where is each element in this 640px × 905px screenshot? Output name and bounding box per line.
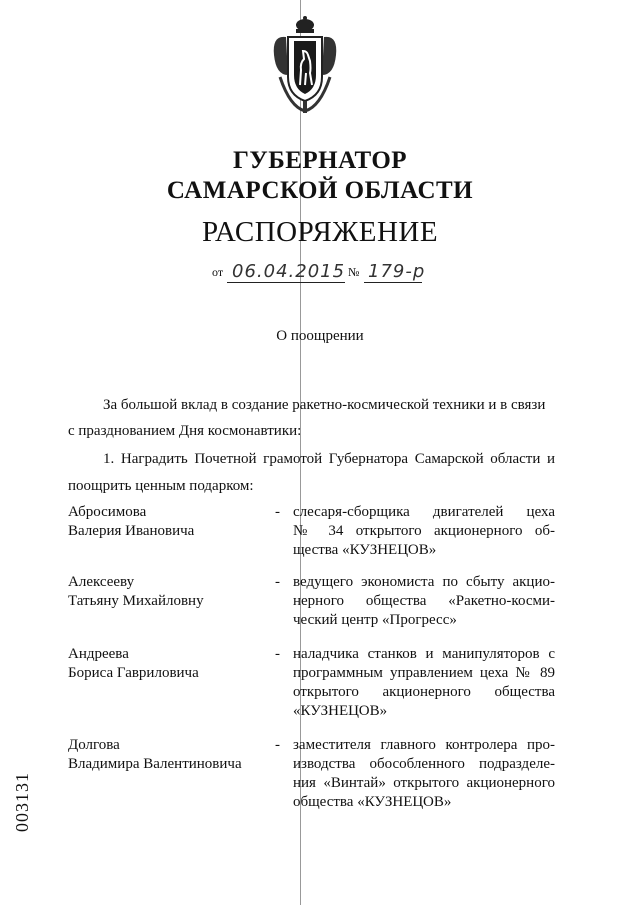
position-line: общества «КУЗНЕЦОВ» bbox=[293, 794, 452, 810]
entry-dash: - bbox=[275, 646, 280, 662]
coat-of-arms-emblem bbox=[270, 15, 340, 115]
date-number-line bbox=[212, 258, 472, 284]
clause1-line1: 1. Наградить Почетной грамотой Губернатора Самарской области и bbox=[103, 451, 555, 467]
awardee-name bbox=[68, 736, 242, 774]
date-underline bbox=[227, 282, 345, 283]
awardee-position bbox=[293, 736, 555, 812]
position-line: нерного общества «Ракетно-косми- bbox=[293, 593, 555, 609]
side-registration-code: 003131 bbox=[12, 772, 32, 832]
awardee-surname: Андреева bbox=[68, 646, 129, 662]
number-prefix: № bbox=[348, 265, 360, 279]
number-underline bbox=[364, 282, 422, 283]
document-subject: О поощрении bbox=[276, 328, 364, 344]
issuer-title-line2: САМАРСКОЙ ОБЛАСТИ bbox=[166, 177, 474, 204]
position-line: № 34 открытого акционерного об- bbox=[293, 523, 555, 539]
position-line: слесаря-сборщика двигателей цеха bbox=[293, 504, 555, 520]
awardee-name bbox=[68, 503, 194, 541]
awardee-position bbox=[293, 645, 555, 721]
awardee-name bbox=[68, 573, 204, 611]
date-prefix: от bbox=[212, 265, 224, 279]
position-line: «КУЗНЕЦОВ» bbox=[293, 703, 388, 719]
position-line: ческий центр «Прогресс» bbox=[293, 612, 457, 628]
awardee-position bbox=[293, 503, 555, 560]
clause1-line2: поощрить ценным подарком: bbox=[68, 478, 254, 494]
position-line: ведущего экономиста по сбыту акцио- bbox=[293, 574, 555, 590]
awardee-given-names: Татьяну Михайловну bbox=[68, 593, 204, 609]
number-handwritten: 179-р bbox=[368, 261, 426, 282]
position-line: заместителя главного контролера про- bbox=[293, 737, 555, 753]
entry-dash: - bbox=[275, 737, 280, 753]
awardee-position bbox=[293, 573, 555, 630]
document-type: РАСПОРЯЖЕНИЕ bbox=[201, 216, 439, 248]
position-line: щества «КУЗНЕЦОВ» bbox=[293, 542, 437, 558]
position-line: наладчика станков и манипуляторов с bbox=[293, 646, 555, 662]
date-handwritten: 06.04.2015 bbox=[232, 261, 346, 282]
issuer-title-line1: ГУБЕРНАТОР bbox=[232, 147, 408, 174]
entry-dash: - bbox=[275, 574, 280, 590]
position-line: ния «Винтай» открытого акционерного bbox=[293, 775, 555, 791]
awardee-given-names: Бориса Гавриловича bbox=[68, 665, 199, 681]
awardee-given-names: Валерия Ивановича bbox=[68, 523, 195, 539]
position-line: открытого акционерного общества bbox=[293, 684, 555, 700]
awardee-name bbox=[68, 645, 199, 683]
awardee-given-names: Владимира Валентиновича bbox=[68, 756, 242, 772]
intro-line1: За большой вклад в создание ракетно-космической техники и в связи bbox=[103, 397, 546, 413]
awardee-surname: Абросимова bbox=[68, 504, 147, 520]
awardee-surname: Алексееву bbox=[68, 574, 135, 590]
position-line: программным управлением цеха № 89 bbox=[293, 665, 555, 681]
position-line: изводства обособленного подразделе- bbox=[293, 756, 555, 772]
intro-line2: с празднованием Дня космонавтики: bbox=[68, 423, 302, 439]
entry-dash: - bbox=[275, 504, 280, 520]
awardee-surname: Долгова bbox=[68, 737, 120, 753]
